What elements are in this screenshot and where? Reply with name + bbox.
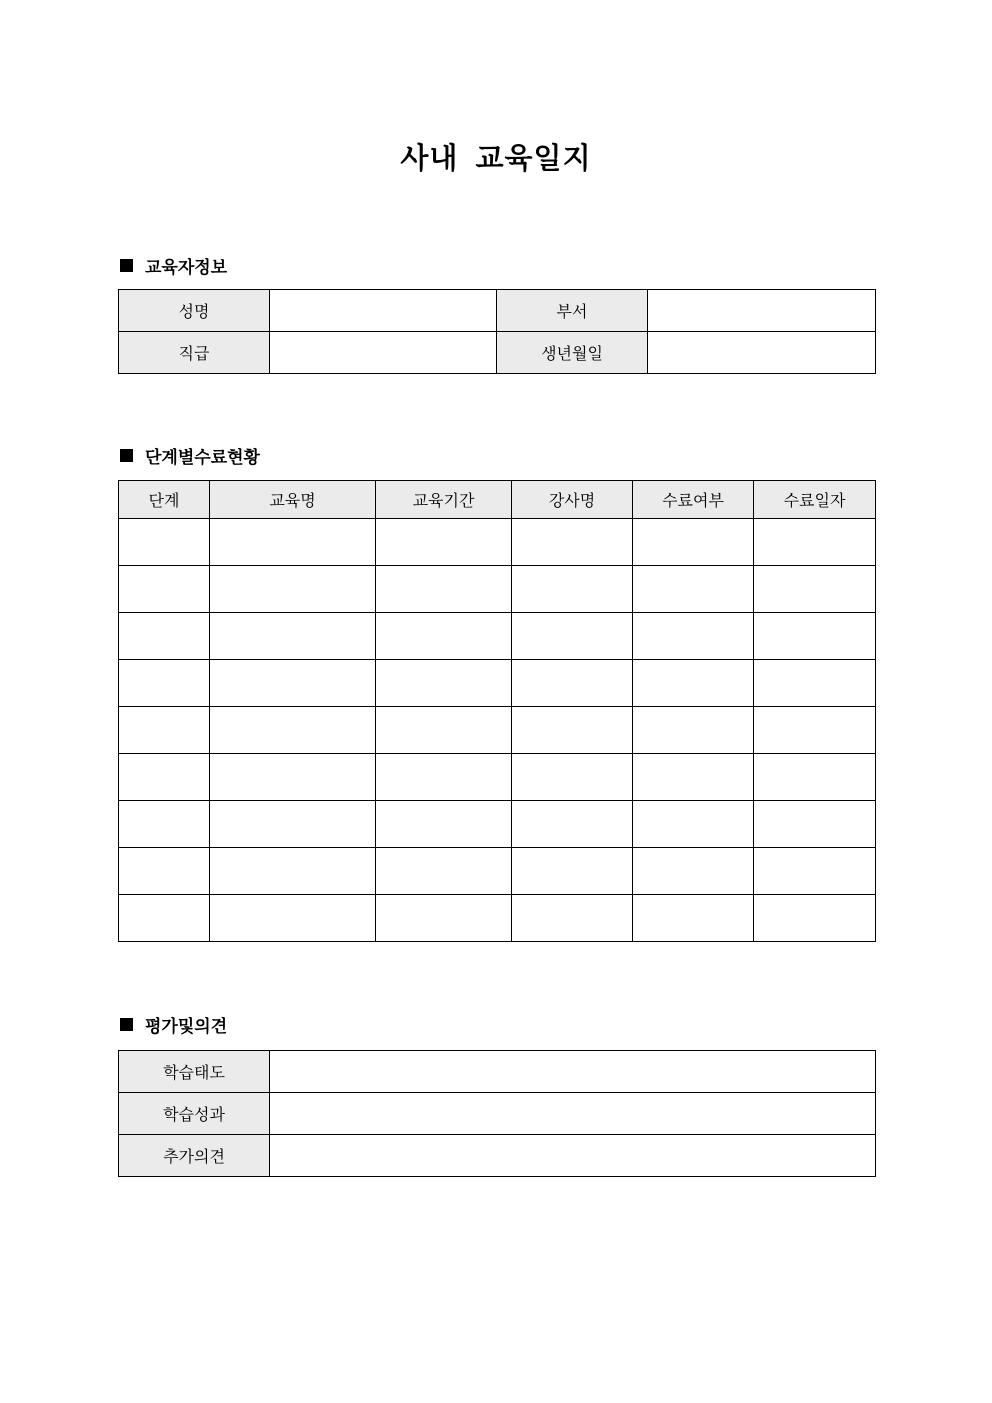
learning-outcome-label: 학습성과 (119, 1093, 270, 1135)
table-cell[interactable] (210, 660, 376, 707)
table-cell[interactable] (512, 613, 633, 660)
additional-comments-label: 추가의견 (119, 1135, 270, 1177)
table-cell[interactable] (376, 848, 512, 895)
evaluation-table (118, 1050, 876, 1177)
table-cell[interactable] (119, 707, 210, 754)
table-cell[interactable] (633, 801, 754, 848)
table-cell[interactable] (633, 754, 754, 801)
learning-attitude-field[interactable] (270, 1051, 876, 1093)
table-row (119, 754, 876, 801)
column-header-course-period: 교육기간 (376, 481, 512, 519)
position-field[interactable] (270, 332, 497, 374)
table-cell[interactable] (633, 660, 754, 707)
table-row (119, 801, 876, 848)
table-cell[interactable] (119, 613, 210, 660)
table-cell[interactable] (754, 801, 876, 848)
table-cell[interactable] (754, 660, 876, 707)
table-row (119, 707, 876, 754)
column-header-completion-date: 수료일자 (754, 481, 876, 519)
table-cell[interactable] (633, 895, 754, 942)
table-cell[interactable] (119, 660, 210, 707)
table-row (119, 1093, 876, 1135)
table-cell[interactable] (210, 895, 376, 942)
table-cell[interactable] (119, 754, 210, 801)
table-cell[interactable] (512, 895, 633, 942)
page-title: 사내 교육일지 (400, 141, 592, 175)
table-row (119, 566, 876, 613)
table-cell[interactable] (633, 519, 754, 566)
table-row (119, 895, 876, 942)
table-row (119, 660, 876, 707)
table-cell[interactable] (119, 895, 210, 942)
table-cell[interactable] (754, 895, 876, 942)
birthdate-label: 생년월일 (497, 332, 648, 374)
table-cell[interactable] (210, 754, 376, 801)
table-cell[interactable] (512, 519, 633, 566)
department-label: 부서 (497, 290, 648, 332)
table-cell[interactable] (633, 707, 754, 754)
table-cell[interactable] (210, 566, 376, 613)
table-cell[interactable] (754, 848, 876, 895)
table-row (119, 1135, 876, 1177)
additional-comments-field[interactable] (270, 1135, 876, 1177)
column-header-completion-status: 수료여부 (633, 481, 754, 519)
table-cell[interactable] (754, 707, 876, 754)
table-cell[interactable] (512, 566, 633, 613)
table-cell[interactable] (376, 707, 512, 754)
table-row (119, 848, 876, 895)
table-cell[interactable] (754, 754, 876, 801)
table-cell[interactable] (376, 519, 512, 566)
table-cell[interactable] (633, 613, 754, 660)
table-cell[interactable] (512, 707, 633, 754)
table-row (119, 290, 876, 332)
table-cell[interactable] (754, 613, 876, 660)
square-bullet-icon (120, 449, 133, 462)
birthdate-field[interactable] (648, 332, 876, 374)
table-cell[interactable] (512, 848, 633, 895)
table-cell[interactable] (119, 801, 210, 848)
table-row (119, 1051, 876, 1093)
square-bullet-icon (120, 259, 133, 272)
section-heading-evaluation (120, 1012, 227, 1036)
table-cell[interactable] (119, 848, 210, 895)
name-label: 성명 (119, 290, 270, 332)
table-cell[interactable] (633, 566, 754, 613)
section-heading-label: 단계별수료현황 (145, 447, 260, 468)
department-field[interactable] (648, 290, 876, 332)
table-cell[interactable] (754, 519, 876, 566)
completion-status-table (118, 480, 876, 942)
table-header-row (119, 481, 876, 519)
name-field[interactable] (270, 290, 497, 332)
column-header-instructor: 강사명 (512, 481, 633, 519)
table-cell[interactable] (512, 660, 633, 707)
section-heading-label: 평가및의견 (145, 1016, 228, 1037)
square-bullet-icon (120, 1018, 133, 1031)
column-header-stage: 단계 (119, 481, 210, 519)
completion-status-body (119, 519, 876, 942)
table-cell[interactable] (376, 895, 512, 942)
section-heading-progress (120, 443, 260, 467)
learning-outcome-field[interactable] (270, 1093, 876, 1135)
table-row (119, 332, 876, 374)
table-cell[interactable] (512, 754, 633, 801)
position-label: 직급 (119, 332, 270, 374)
table-row (119, 613, 876, 660)
section-heading-label: 교육자정보 (145, 257, 228, 278)
table-cell[interactable] (210, 707, 376, 754)
trainee-info-table (118, 289, 876, 374)
table-cell[interactable] (376, 660, 512, 707)
table-cell[interactable] (210, 848, 376, 895)
table-cell[interactable] (119, 519, 210, 566)
table-cell[interactable] (376, 566, 512, 613)
table-cell[interactable] (376, 613, 512, 660)
table-row (119, 519, 876, 566)
table-cell[interactable] (376, 801, 512, 848)
table-cell[interactable] (210, 613, 376, 660)
learning-attitude-label: 학습태도 (119, 1051, 270, 1093)
table-cell[interactable] (512, 801, 633, 848)
table-cell[interactable] (119, 566, 210, 613)
table-cell[interactable] (210, 519, 376, 566)
table-cell[interactable] (633, 848, 754, 895)
table-cell[interactable] (210, 801, 376, 848)
column-header-course-name: 교육명 (210, 481, 376, 519)
table-cell[interactable] (376, 754, 512, 801)
section-heading-info (120, 253, 227, 277)
table-cell[interactable] (754, 566, 876, 613)
